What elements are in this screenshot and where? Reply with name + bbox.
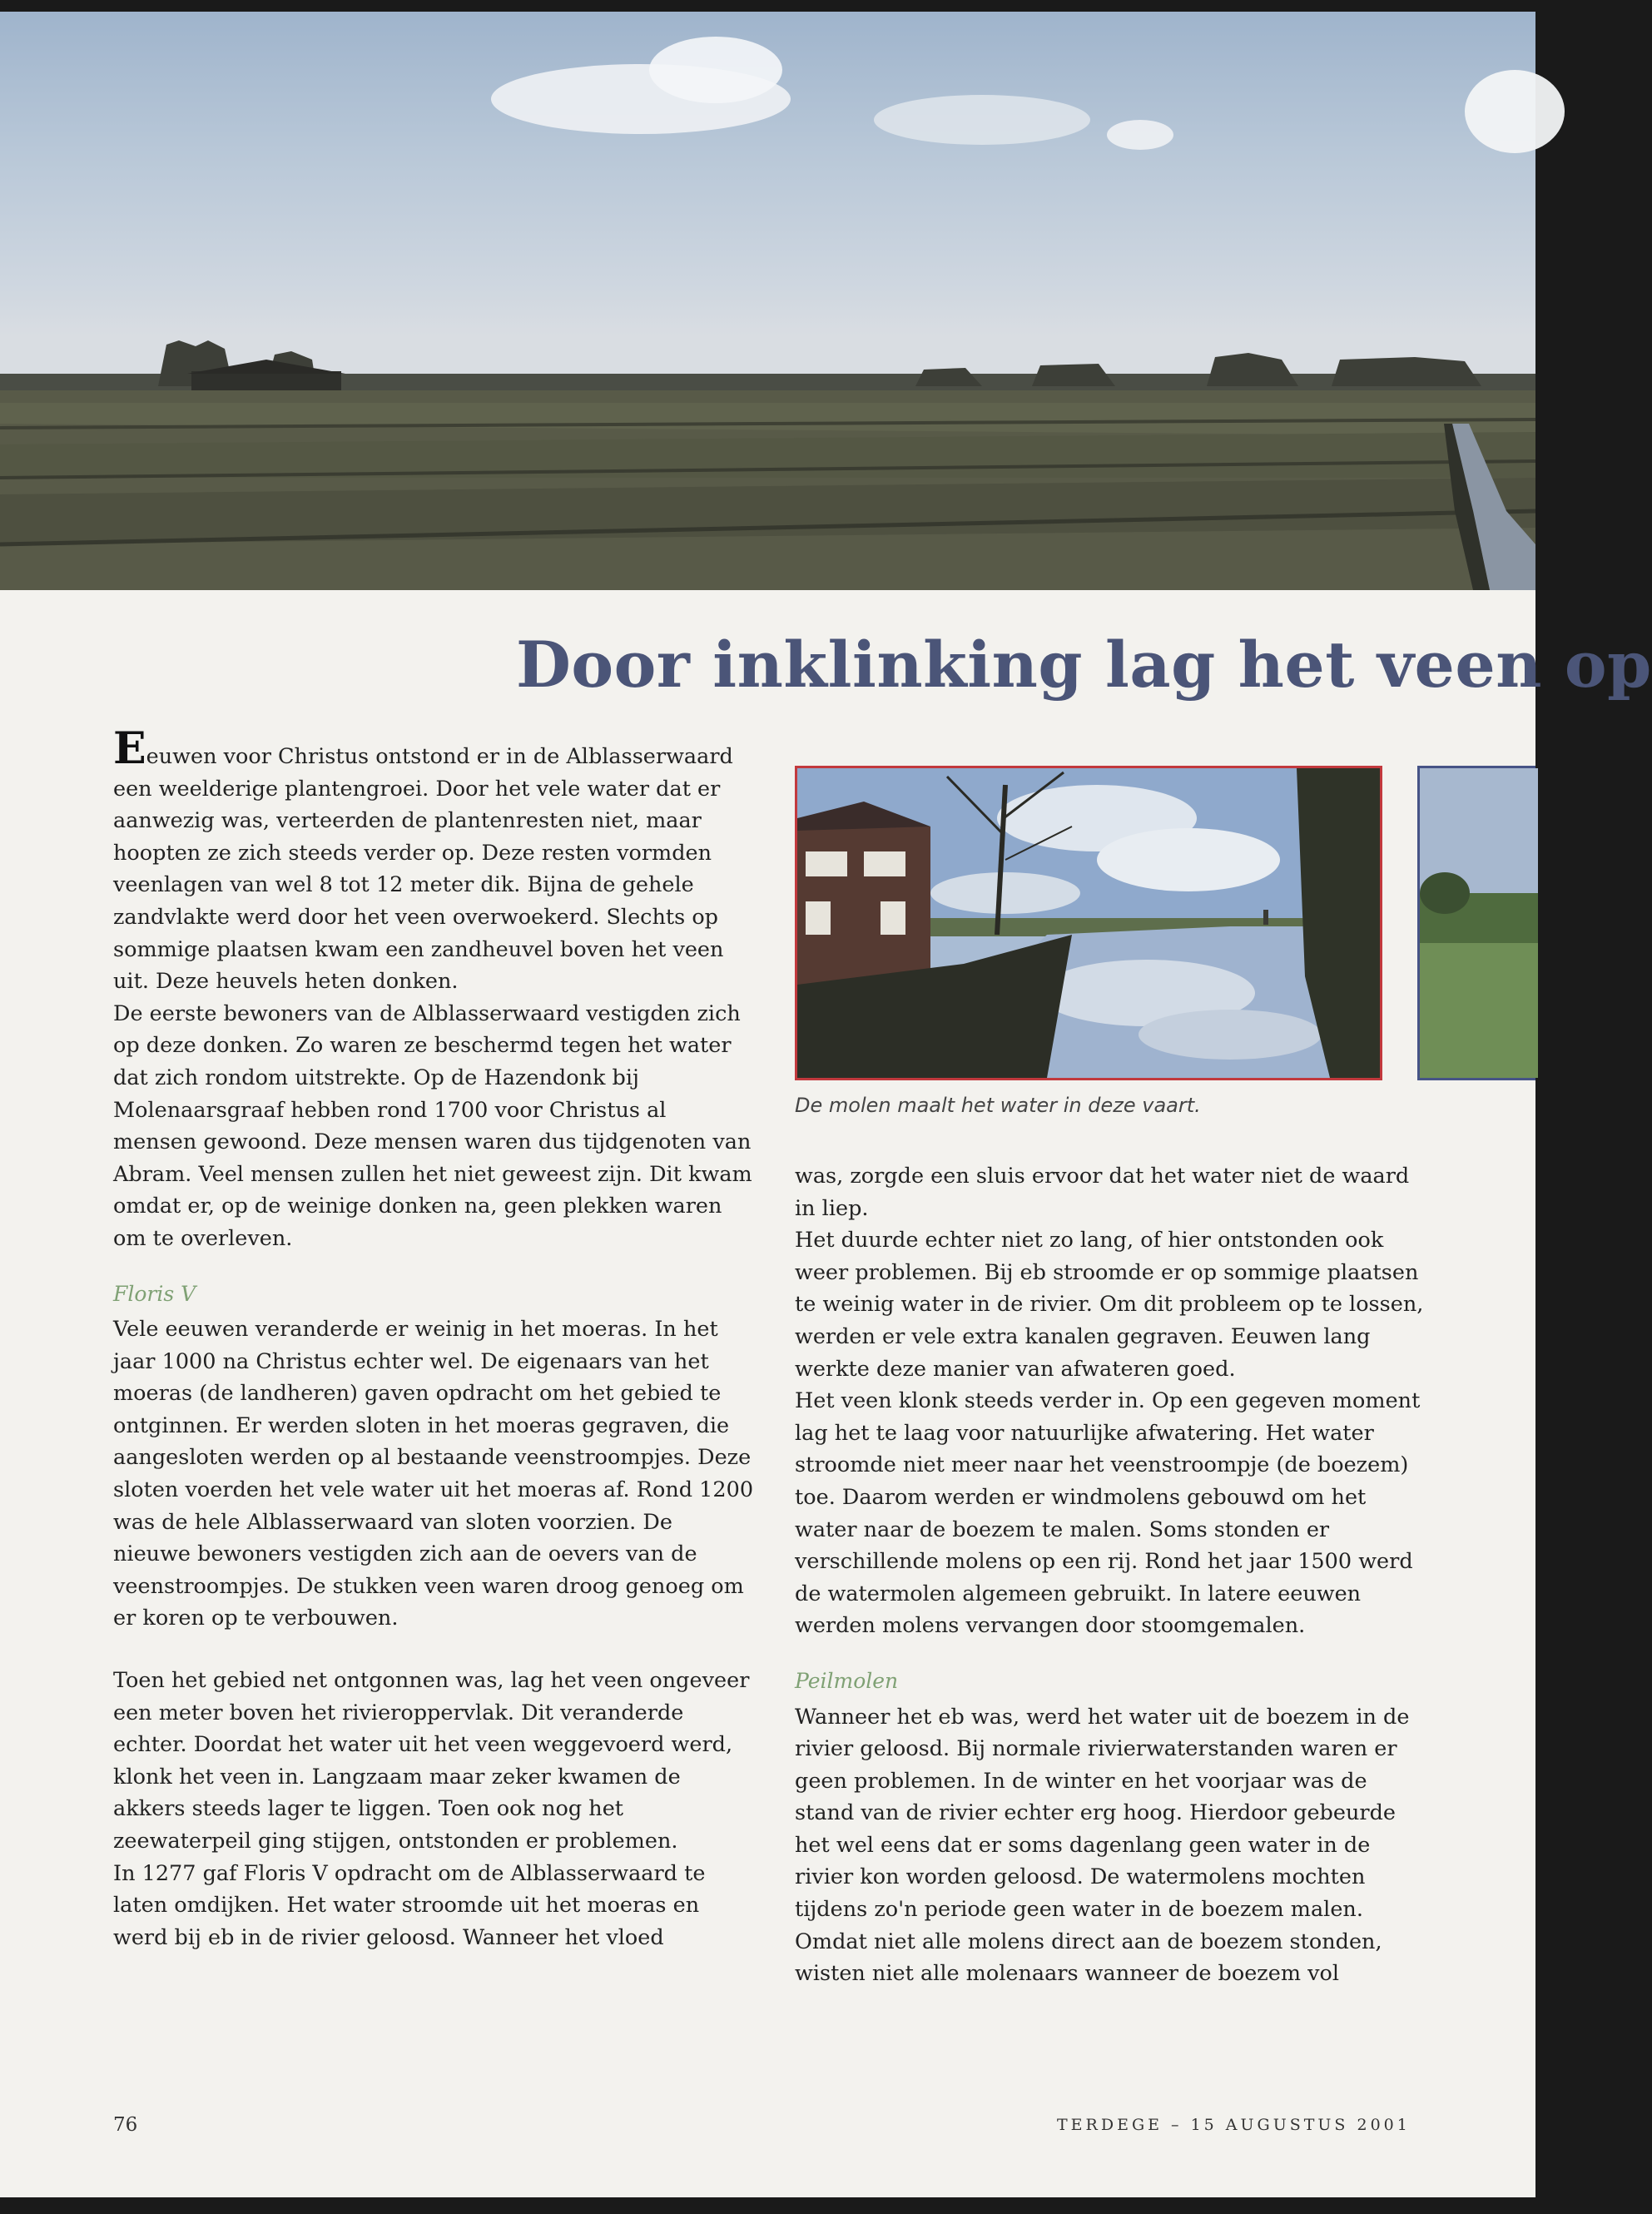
drop-cap: E <box>113 723 146 774</box>
paragraph: De eerste bewoners van de Alblasserwaard vestigden zich op deze donken. Zo waren ze beschermd tegen het water dat zich rondom uitstrekte. Op de Hazendonk bij Molenaarsgraaf hebben rond 1700 voor Christus al mensen gewoond. Deze mensen waren dus tijdgenoten van Abram. Veel mensen zullen het niet geweest zijn. Dit kwam omdat er, op de weinige donken na, geen plekken waren om te overleven. <box>113 1000 752 1251</box>
photo-caption: De molen maalt het water in deze vaart. <box>795 1094 1201 1117</box>
paragraph: Het veen klonk steeds verder in. Op een gegeven moment lag het te laag voor natuurlijke afwatering. Het water stroomde niet meer naar het veenstroompje (de boezem) toe. Daarom werden er windmolens gebouwd om het water naar de boezem te malen. Soms stonden er verschillende molens op een rij. Rond het jaar 1500 werd de watermolen algemeen gebruikt. In latere eeuwen werden molens vervangen door stoomgemalen. <box>795 1388 1421 1639</box>
section-subhead: Peilmolen <box>795 1668 899 1693</box>
section-subhead: Floris V <box>113 1281 196 1306</box>
paragraph: was, zorgde een sluis ervoor dat het water niet de waard in liep. <box>795 1164 1410 1221</box>
right-column <box>795 1160 1427 1990</box>
paragraph: Toen het gebied net ontgonnen was, lag het veen ongeveer een meter boven het rivieroppervlak. Dit veranderde echter. Doordat het water uit het veen weggevoerd werd, klonk het veen in. Langzaam maar zeker kwamen de akkers steeds lager te liggen. Toen ook nog het zeewaterpeil ging stijgen, ontstonden er problemen. <box>113 1668 750 1854</box>
paragraph: Vele eeuwen veranderde er weinig in het moeras. In het jaar 1000 na Christus echter wel. De eigenaars van het moeras (de landheren) gaven opdracht om het gebied te ontginnen. Er werden sloten in het moeras gegraven, die aangesloten werden op al bestaande veenstroompjes. Deze sloten voerden het vele water uit het moeras af. Rond 1200 was de hele Alblasserwaard van sloten voorzien. De nieuwe bewoners vestigden zich aan de oevers van de veenstroompjes. De stukken veen waren droog genoeg om er koren op te verbouwen. <box>113 1317 754 1631</box>
left-column <box>113 723 754 1953</box>
canal-photo <box>795 766 1382 1080</box>
intro-text: euwen voor Christus ontstond er in de Alblasserwaard een weelderige plantengroei. Door het vele water dat er aanwezig was, verteerden de plantenresten niet, maar hoopten ze zich steeds verder op. Deze resten vormden veenlagen van wel 8 tot 12 meter dik. Bijna de gehele zandvlakte werd door het veen overwoekerd. Slechts op sommige plaatsen kwam een zandheuvel boven het veen uit. Deze heuvels heten donken. <box>113 744 733 995</box>
intro-paragraph <box>113 723 754 998</box>
magazine-page <box>0 12 1652 2197</box>
paragraph: In 1277 gaf Floris V opdracht om de Alblasserwaard te laten omdijken. Het water stroomde uit het moeras en werd bij eb in de rivier geloosd. Wanneer het vloed <box>113 1860 706 1950</box>
paragraph: Het duurde echter niet zo lang, of hier ontstonden ook weer problemen. Bij eb stroomde er op sommige plaatsen te weinig water in de rivier. Om dit probleem op te lossen, werden er vele extra kanalen gegraven. Eeuwen lang werkte deze manier van afwateren goed. <box>795 1228 1424 1382</box>
paragraph: Wanneer het eb was, werd het water uit de boezem in de rivier geloosd. Bij normale rivierwaterstanden waren er geen problemen. In de winter en het voorjaar was de stand van de rivier echter erg hoog. Hierdoor gebeurde het wel eens dat er soms dagenlang geen water in de rivier kon worden geloosd. De watermolens mochten tijdens zo'n periode geen water in de boezem malen. <box>795 1704 1410 1923</box>
article-headline: Door inklinking lag het veen op <box>516 628 1652 702</box>
publication-footer: TERDEGE – 15 AUGUSTUS 2001 <box>1057 2116 1411 2134</box>
secondary-photo <box>1417 766 1535 1080</box>
paragraph: Omdat niet alle molens direct aan de boezem stonden, wisten niet alle molenaars wanneer de boezem vol <box>795 1929 1382 1987</box>
hero-landscape-photo <box>0 12 1535 590</box>
page-number: 76 <box>113 2114 138 2136</box>
